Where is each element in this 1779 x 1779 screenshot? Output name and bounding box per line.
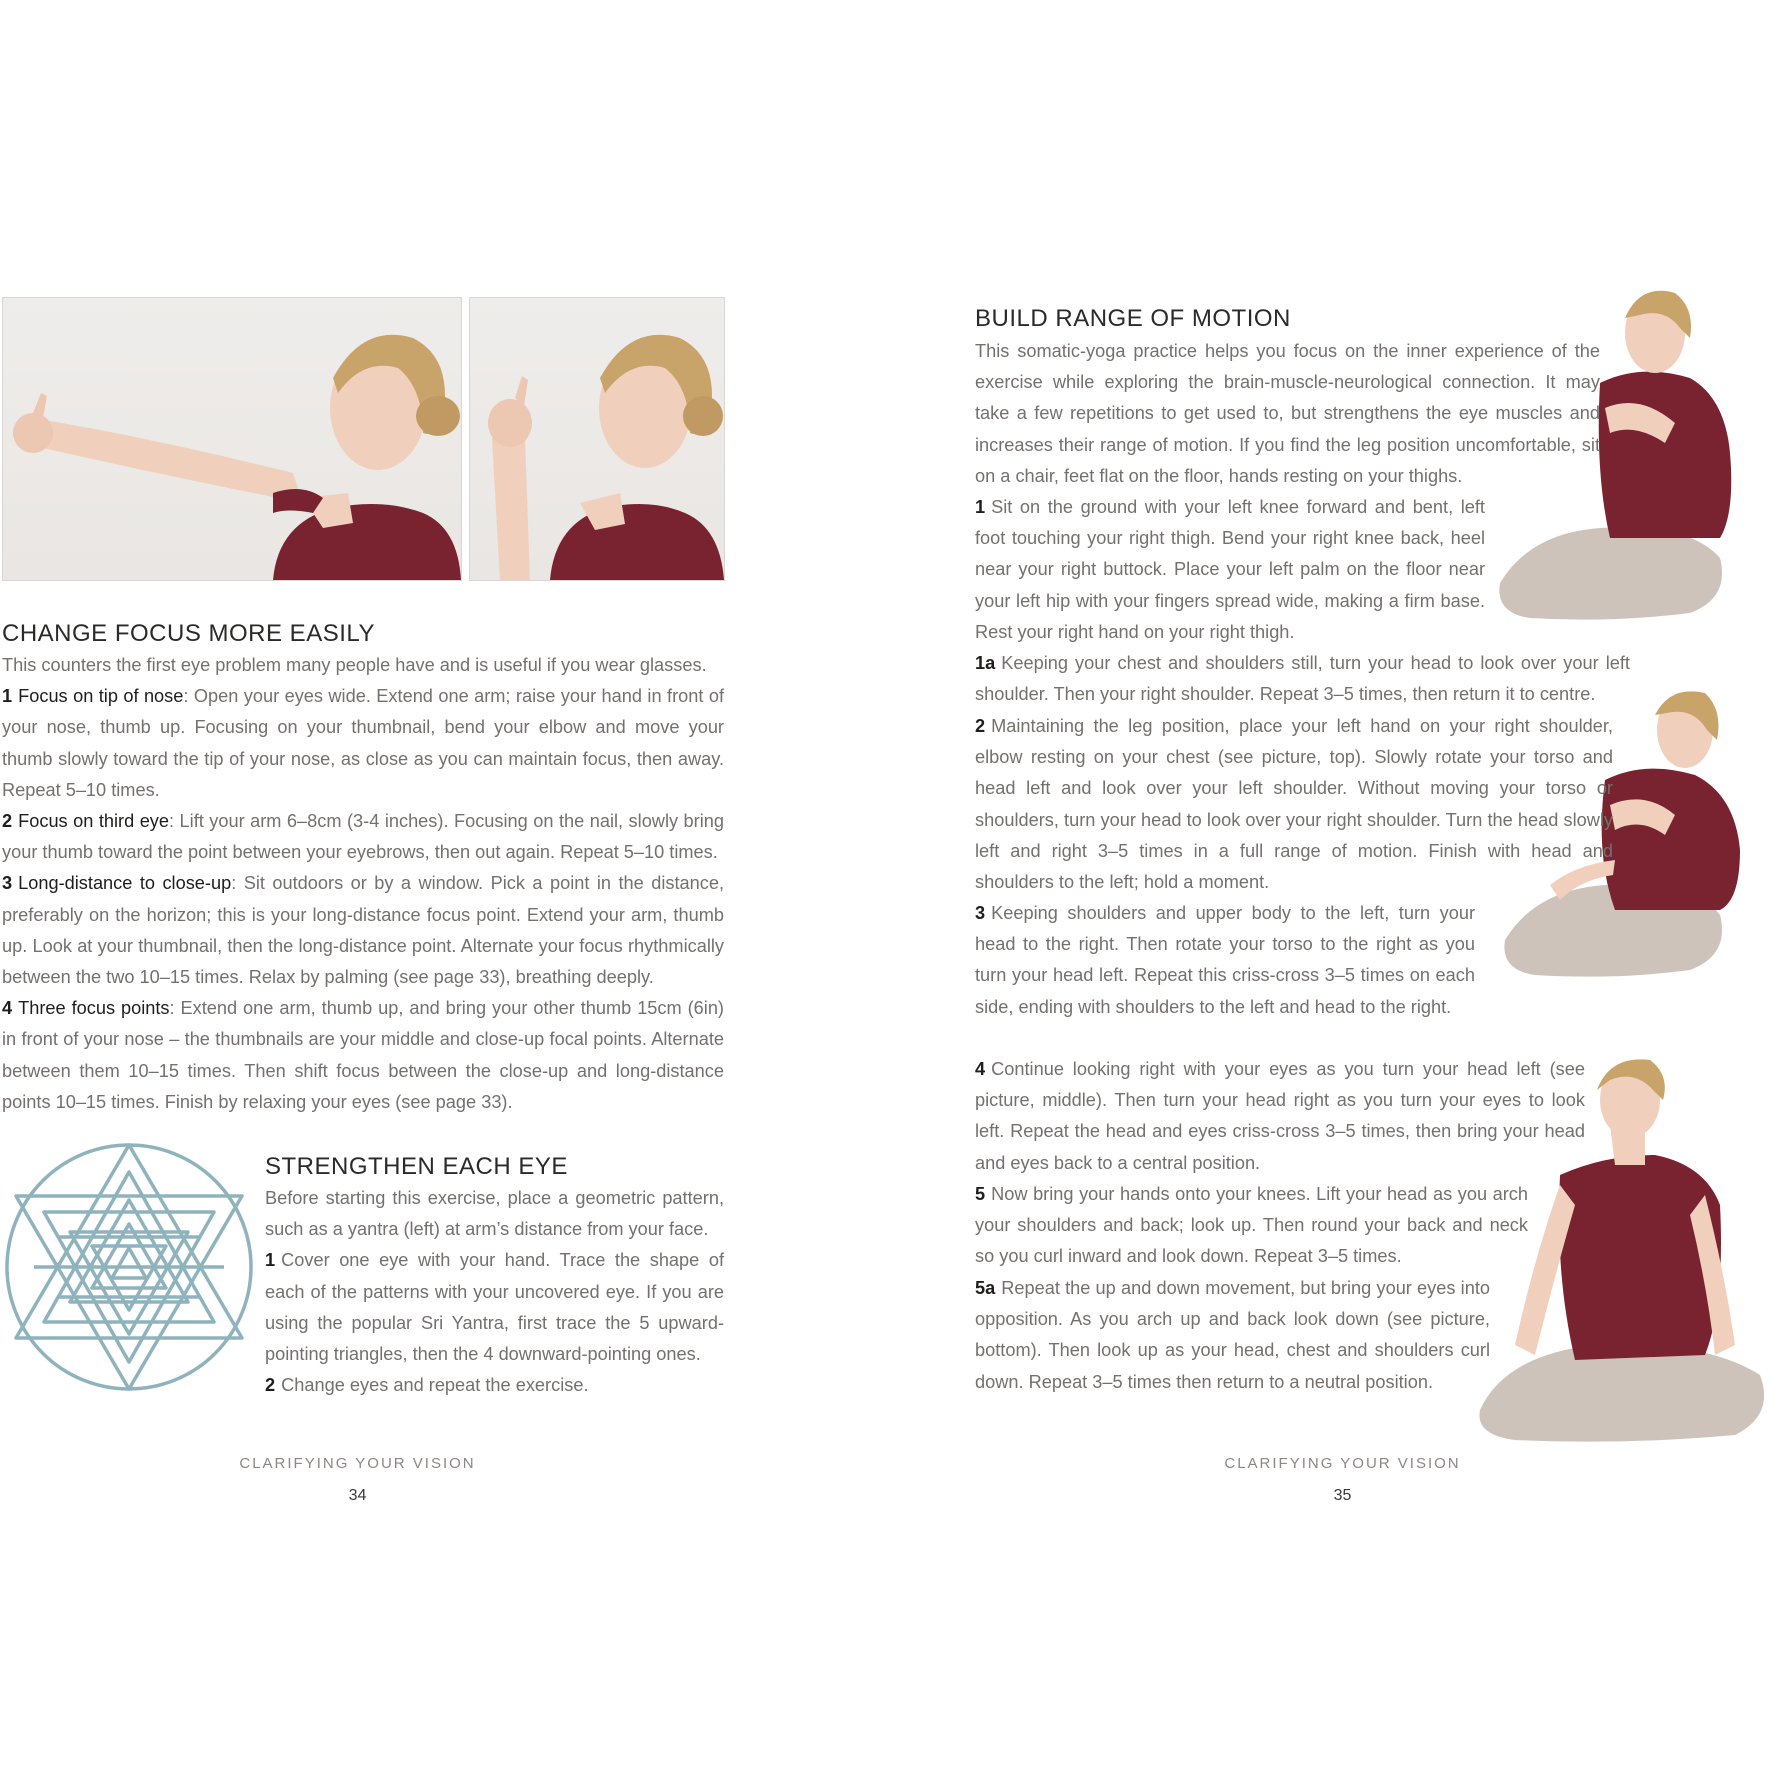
photo-thumb-close [469, 297, 725, 581]
woman-arm-extended-illustration [3, 298, 461, 580]
heading-build-range-of-motion: BUILD RANGE OF MOTION [975, 305, 1291, 332]
range-intro: This somatic-yoga practice helps you focus on the inner experience of the exercise while exploring the brain-muscle-neurological connection. It may take a few repetitions to get used to, but strengthens the eye muscles and increases their range of motion. If you find the leg position uncomfortable, sit on a chair, feet flat on the floor, hands resting on your thighs. [975, 341, 1600, 486]
strengthen-intro: Before starting this exercise, place a geometric pattern, such as a yantra (left) at arm’s distance from your face. [265, 1188, 724, 1240]
woman-thumb-close-illustration [470, 298, 724, 580]
heading-strengthen-each-eye: STRENGTHEN EACH EYE [265, 1153, 568, 1180]
page-number-right: 35 [1333, 1487, 1352, 1504]
range-step-1a: 1a Keeping your chest and shoulders still, turn your head to look over your left shoulder. Then your right shoulder. Repeat 3–5 times, then return it to centre. [975, 653, 1630, 705]
range-step-5a: 5a Repeat the up and down movement, but bring your eyes into opposition. As you arch up and back look down (see picture, bottom). Then look up as your head, chest and shoulders curl down. Repeat 3–5 times then return to a neutral position. [975, 1278, 1490, 1392]
page-number-left: 34 [348, 1487, 367, 1504]
range-step-5: 5 Now bring your hands onto your knees. Lift your head as you arch your shoulders and back; look up. Then round your back and neck so you curl inward and look down. Repeat 3–5 times. [975, 1184, 1528, 1267]
focus-step-1: 1 Focus on tip of nose: Open your eyes wide. Extend one arm; raise your hand in front of your nose, thumb up. Focusing on your thumbnail, bend your elbow and move your thumb slowly toward the tip of your nose, as close as you can maintain focus, then away. Repeat 5–10 times. [2, 686, 724, 800]
footer-left: CLARIFYING YOUR VISION [239, 1455, 476, 1472]
focus-step-2: 2 Focus on third eye: Lift your arm 6–8cm (3-4 inches). Focusing on the nail, slowly bring your thumb toward the point between your eyebrows, then out again. Repeat 5–10 times. [2, 811, 724, 863]
range-step-2: 2 Maintaining the leg position, place your left hand on your right shoulder, elbow resting on your chest (see picture, top). Slowly rotate your torso and head left and look over your left shoulder. Without moving your torso or shoulders, turn your head to look over your right shoulder. Turn the head slowly left and right 3–5 times in a full range of motion. Finish with head and shoulders to the left; hold a moment. [975, 716, 1613, 893]
change-focus-body [2, 650, 724, 1118]
photo-arm-extended [2, 297, 462, 581]
footer-right: CLARIFYING YOUR VISION [1224, 1455, 1461, 1472]
focus-step-4: 4 Three focus points: Extend one arm, thumb up, and bring your other thumb 15cm (6in) in front of your nose – the thumbnails are your middle and close-up focal points. Alternate between them 10–15 times. Then shift focus between the close-up and long-distance points 10–15 times. Finish by relaxing your eyes (see page 33). [2, 998, 724, 1112]
range-step-4: 4 Continue looking right with your eyes as you turn your head left (see picture, middle). Then turn your head right as you turn your eyes to look left. Repeat the head and eyes criss-cross 3–5 times, then bring your head and eyes back to a central position. [975, 1059, 1585, 1173]
strengthen-body [265, 1183, 724, 1401]
change-focus-intro: This counters the first eye problem many people have and is useful if you wear glasses. [2, 655, 707, 675]
sri-yantra-image [4, 1142, 254, 1392]
heading-change-focus: CHANGE FOCUS MORE EASILY [2, 620, 375, 647]
strengthen-step-1: 1 Cover one eye with your hand. Trace the shape of each of the patterns with your uncovered eye. If you are using the popular Sri Yantra, first trace the 5 upward-pointing triangles, then the 4 downward-pointing ones. [265, 1250, 724, 1365]
strengthen-step-2: 2 Change eyes and repeat the exercise. [265, 1375, 589, 1396]
focus-step-3: 3 Long-distance to close-up: Sit outdoors or by a window. Pick a point in the distance, preferably on the horizon; this is your long-distance focus point. Extend your arm, thumb up. Look at your thumbnail, then the long-distance point. Alternate your focus rhythmically between the two 10–15 times. Relax by palming (see page 33), breathing deeply. [2, 873, 724, 988]
range-step-3: 3 Keeping shoulders and upper body to the left, turn your head to the right. Then rotate your torso to the right as you turn your head left. Repeat this criss-cross 3–5 times on each side, ending with shoulders to the left and head to the right. [975, 903, 1475, 1017]
range-step-1: 1 Sit on the ground with your left knee forward and bent, left foot touching your right thigh. Bend your right knee back, heel near your right buttock. Place your left palm on the floor near your left hip with your fingers spread wide, making a firm base. Rest your right hand on your right thigh. [975, 497, 1485, 642]
